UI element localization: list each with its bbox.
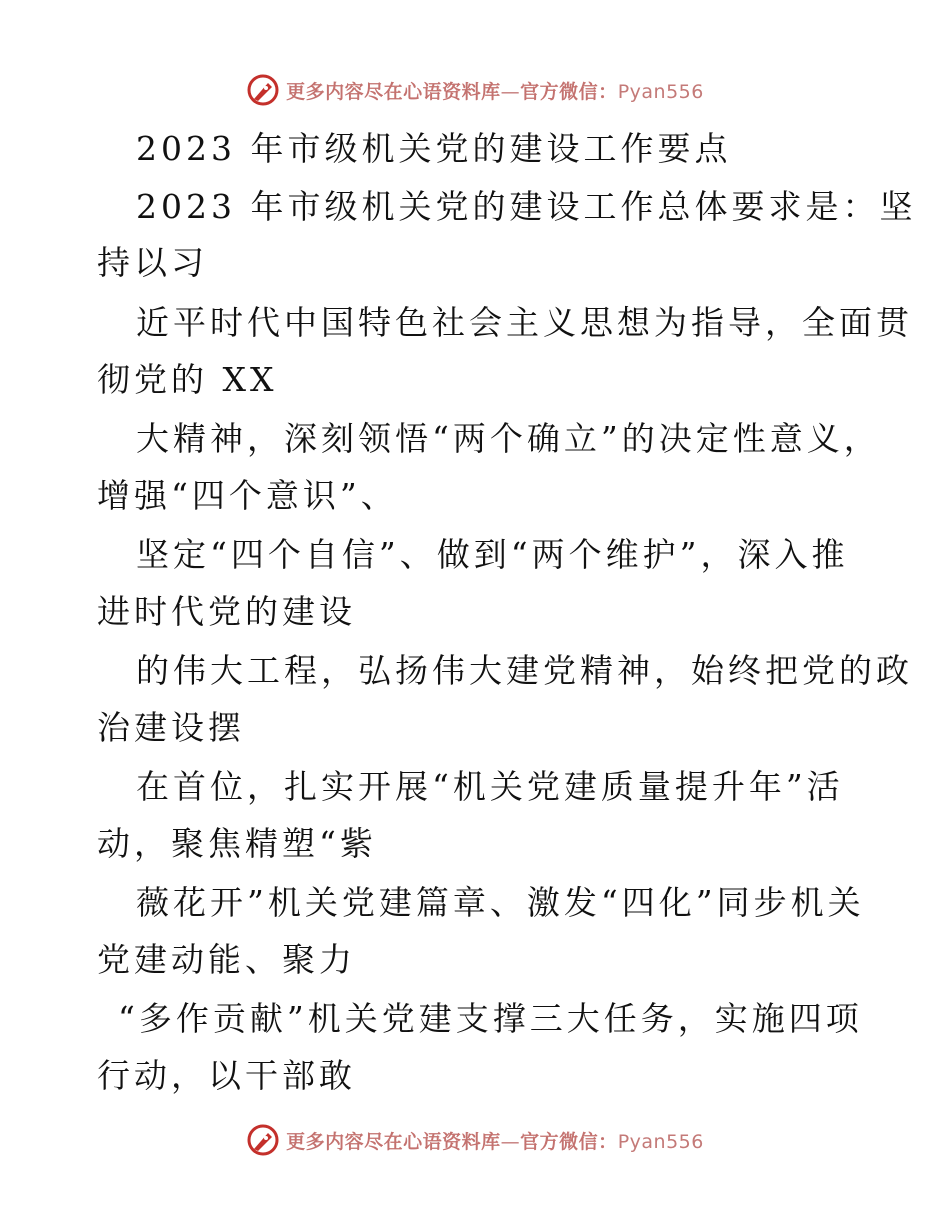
paragraph-line: 进时代党的建设: [97, 592, 356, 631]
paragraph-line: 的伟大工程，弘扬伟大建党精神，始终把党的政: [136, 651, 913, 690]
paragraph-line: 坚定“四个自信”、做到“两个维护”，深入推: [136, 535, 849, 574]
paragraph-line: 大精神，深刻领悟“两个确立”的决定性意义，: [136, 419, 881, 458]
paragraph-line: 薇花开”机关党建篇章、激发“四化”同步机关: [136, 883, 865, 922]
paragraph-line: 治建设摆: [97, 708, 245, 747]
paragraph-line: 增强“四个意识”、: [97, 476, 398, 515]
paragraph-line: 在首位，扎实开展“机关党建质量提升年”活: [136, 767, 844, 806]
footer-watermark: [0, 1120, 950, 1160]
pen-nib-logo-icon: [246, 1123, 280, 1157]
paragraph-line: 动，聚焦精塑“紫: [97, 824, 377, 863]
document-title: 2023 年市级机关党的建设工作要点: [136, 129, 732, 168]
watermark-text: 更多内容尽在心语资料库—官方微信：Pyan556: [286, 80, 704, 103]
paragraph-line: “多作贡献”机关党建支撑三大任务，实施四项: [118, 999, 863, 1038]
paragraph-line: 行动，以干部敢: [97, 1056, 356, 1095]
paragraph-line: 2023 年市级机关党的建设工作总体要求是：坚: [136, 187, 917, 226]
paragraph-line: 彻党的 XX: [97, 360, 278, 399]
paragraph-line: 近平时代中国特色社会主义思想为指导，全面贯: [136, 303, 913, 342]
paragraph-line: 党建动能、聚力: [97, 940, 356, 979]
paragraph-line: 持以习: [97, 243, 208, 282]
watermark-text: 更多内容尽在心语资料库—官方微信：Pyan556: [286, 1130, 704, 1153]
